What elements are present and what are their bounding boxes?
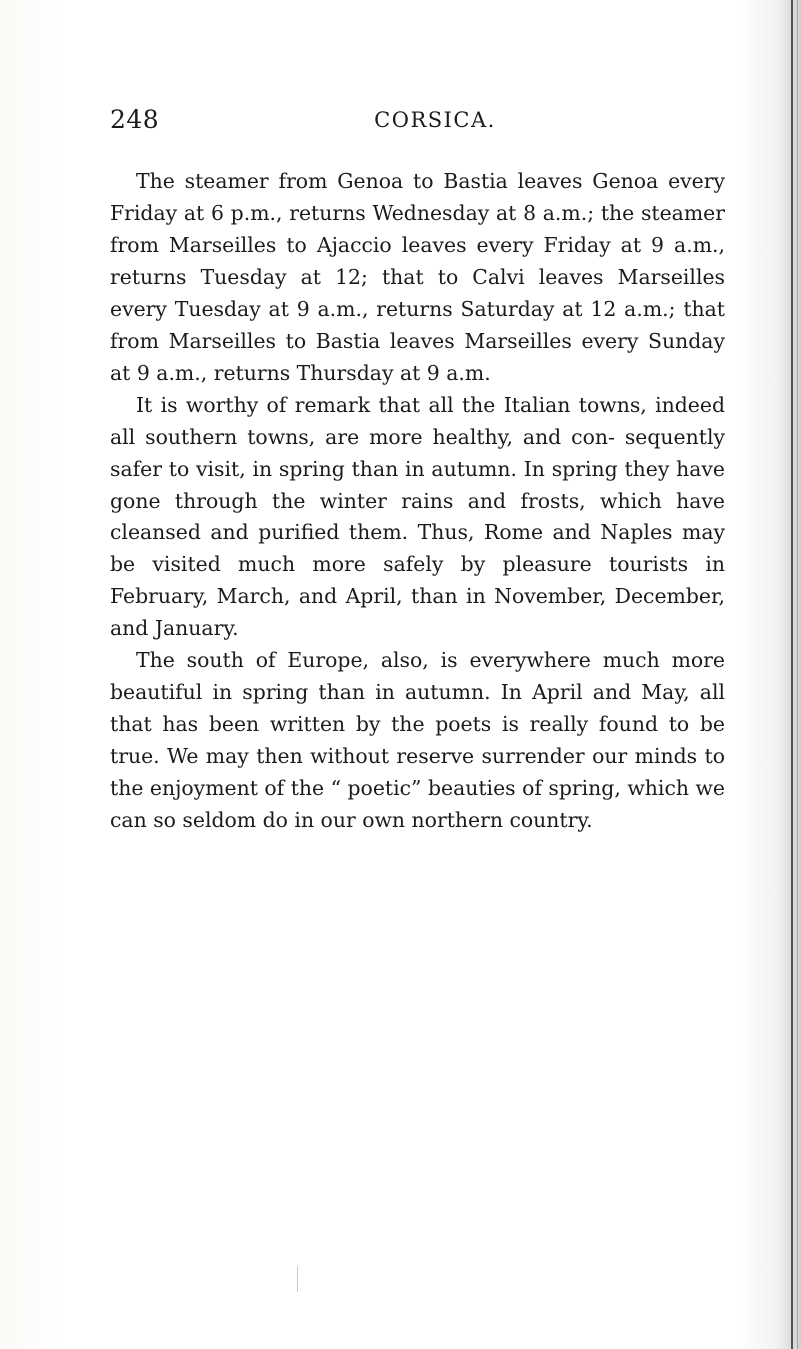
running-title: CORSICA. — [374, 108, 496, 132]
paragraph-south-of-europe: The south of Europe, also, is everywhere much more beautiful in spring than in autumn. In April and May, all that has been written by the poets is really found to be true. We may then without reserve surrender our minds to the enjoyment of the “ poetic” beauties of spring, which we can so seldom do in our own northern country. — [110, 648, 725, 833]
page-header — [110, 100, 700, 140]
page-number: 248 — [110, 105, 160, 134]
paragraph-italian-towns: It is worthy of remark that all the Italian towns, indeed all southern towns, are more healthy, and con- sequently safer to visit, in spring than in autumn. In spring they have gone through the winter rains and frosts, which have cleansed and purified them. Thus, Rome and Naples may be visited much more safely by pleasure tourists in February, March, and April, than in November, December, and January. — [110, 392, 725, 641]
paragraph-steamer-schedule: The steamer from Genoa to Bastia leaves Genoa every Friday at 6 p.m., returns Wednesday at 8 a.m.; the steamer from Marseilles to Ajaccio leaves every Friday at 9 a.m., returns Tuesday at 12; that to Calvi leaves Marseilles every Tuesday at 9 a.m., returns Saturday at 12 a.m.; that from Marseilles to Bastia leaves Marseilles every Sunday at 9 a.m., returns Thursday at 9 a.m. — [110, 169, 725, 385]
paper-mark — [297, 1266, 298, 1292]
page-edge-shadow — [791, 0, 793, 1349]
page-edge-line — [797, 0, 798, 1349]
body-text — [110, 166, 725, 837]
